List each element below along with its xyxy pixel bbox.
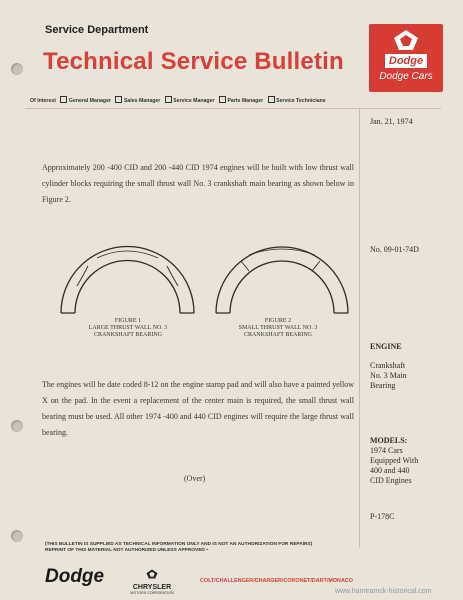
sidebar-rule — [359, 108, 360, 548]
models-label: MODELS: — [370, 436, 408, 445]
checkbox — [219, 96, 226, 103]
large-thrust-bearing-figure — [55, 236, 200, 316]
pentastar-icon — [146, 569, 158, 579]
subject-line: Crankshaft — [370, 361, 406, 370]
bulletin-title: Technical Service Bulletin — [43, 48, 344, 75]
small-thrust-bearing-figure — [212, 237, 352, 317]
department-label: Service Department — [45, 24, 149, 36]
interest-option: Parts Manager — [227, 98, 264, 104]
footer-dodge-logo: Dodge — [45, 566, 105, 587]
subject-line: No. 3 Main — [370, 371, 407, 380]
date-code-paragraph: The engines will be date coded 8-12 on the engine stamp pad and will also have a painted yellow X on the pad. In the event a replacement of the center main is required, the small thrust wall bearing must be used. All other 1974 -400 and 440 CID engines will require the large thrust wall bearing. — [42, 380, 354, 437]
model-line: 400 and 440 — [370, 466, 410, 475]
figure-label: FIGURE 2 — [264, 318, 292, 324]
bulletin-date: Jan. 21, 1974 — [370, 117, 413, 126]
disclaimer-line: (THIS BULLETIN IS SUPPLIED AS TECHNICAL INFORMATION ONLY AND IS NOT AN AUTHORIZATION FOR REPAIRS) — [45, 542, 313, 547]
figure-caption-line: CRANKSHAFT BEARING — [93, 332, 163, 338]
logo-brand-text: Dodge — [385, 54, 427, 68]
form-number: P-178C — [370, 512, 395, 521]
interest-option: General Manager — [68, 98, 111, 104]
corp-name: CHRYSLER — [132, 584, 172, 591]
model-line: 1974 Cars — [370, 446, 403, 455]
logo-sub-text: Dodge Cars — [379, 71, 433, 82]
chrysler-logo — [128, 566, 176, 595]
checkbox — [165, 96, 172, 103]
figure-caption-line: SMALL THRUST WALL NO. 3 — [238, 325, 318, 331]
interest-option: Service Manager — [173, 98, 215, 104]
checkbox — [115, 96, 122, 103]
of-interest-label: Of Interest — [30, 98, 56, 104]
subject-line: Bearing — [370, 381, 396, 390]
disclaimer — [45, 542, 312, 554]
over-note: (Over) — [184, 474, 206, 483]
footer-models-line: COLT/CHALLENGER/CHARGER/CORONET/DART/MONACO — [200, 578, 353, 584]
figure-label: FIGURE 1 — [114, 318, 142, 324]
intro-paragraph: Approximately 200 -400 CID and 200 -440 CID 1974 engines will be built with low thrust wall cylinder blocks requiring the small thrust wall No. 3 crankshaft main bearing as shown below in Figure 2. — [42, 163, 354, 204]
corp-sub: MOTORS CORPORATION — [130, 591, 174, 595]
of-interest-row — [30, 96, 326, 104]
figure-1-caption — [58, 318, 198, 339]
disclaimer-line: REPRINT OF THIS MATERIAL NOT AUTHORIZED UNLESS APPROVED • — [45, 548, 208, 553]
header-rule — [25, 108, 441, 109]
dodge-logo — [369, 24, 443, 92]
interest-option: Service Technicians — [276, 98, 326, 104]
site-watermark: www.hamtramck-historical.com — [335, 588, 432, 595]
bulletin-number: No. 09-01-74D — [370, 245, 419, 254]
model-line: Equipped With — [370, 456, 419, 465]
punch-hole — [11, 63, 23, 75]
punch-hole — [11, 420, 23, 432]
model-line: CID Engines — [370, 476, 412, 485]
pentastar-icon — [393, 29, 419, 51]
figure-caption-line: CRANKSHAFT BEARING — [243, 332, 313, 338]
category-label: ENGINE — [370, 342, 402, 351]
checkbox — [60, 96, 67, 103]
interest-option: Sales Manager — [123, 98, 161, 104]
punch-hole — [11, 530, 23, 542]
figure-2-caption — [208, 318, 348, 339]
figure-caption-line: LARGE THRUST WALL NO. 3 — [88, 325, 168, 331]
checkbox — [268, 96, 275, 103]
